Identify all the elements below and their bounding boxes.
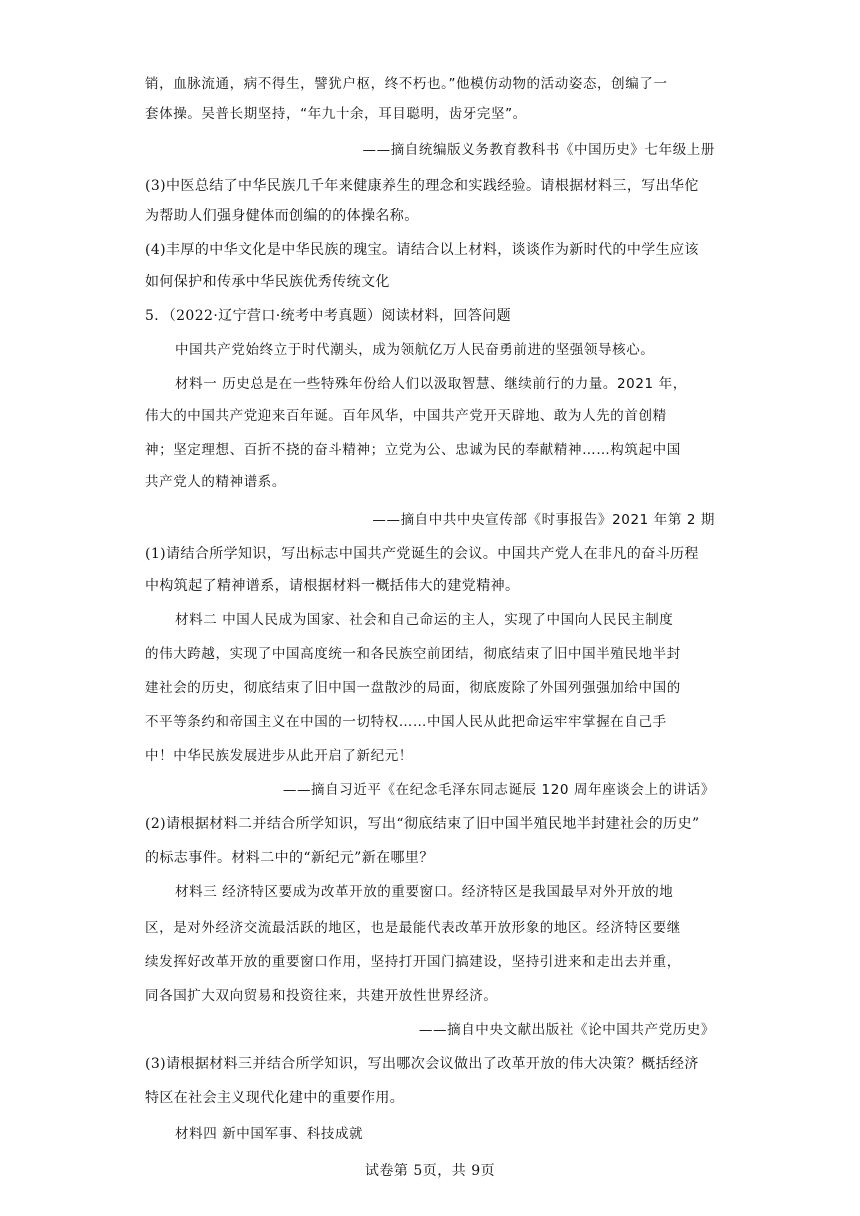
material-3-text: 同各国扩大双向贸易和投资往来，共建开放性世界经济。 <box>145 988 498 1004</box>
source-citation: ——摘自习近平《在纪念毛泽东同志诞辰 120 周年座谈会上的讲话》 <box>282 782 715 798</box>
material-3-text: 材料三 经济特区要成为改革开放的重要窗口。经济特区是我国最早对外开放的地 <box>175 884 674 900</box>
material-1-text: 材料一 历史总是在一些特殊年份给人们以汲取智慧、继续前行的力量。2021 年， <box>175 376 687 392</box>
material-text-line: 销，血脉流通，病不得生，譬犹户枢，终不朽也。”他模仿动物的活动姿态，创编了一 <box>145 76 668 92</box>
question-3-text: 特区在社会主义现代化建中的重要作用。 <box>145 1090 405 1106</box>
question-1-text: (1)请结合所学知识，写出标志中国共产党诞生的会议。中国共产党人在非凡的奋斗历程 <box>145 546 699 562</box>
question-1-text: 中构筑起了精神谱系，请根据材料一概括伟大的建党精神。 <box>145 578 520 594</box>
question-2-text: (2)请根据材料二并结合所学知识，写出“彻底结束了旧中国半殖民地半封建社会的历史” <box>145 816 700 832</box>
material-4-title: 材料四 新中国军事、科技成就 <box>175 1126 364 1142</box>
material-2-text: 材料二 中国人民成为国家、社会和自己命运的主人，实现了中国向人民民主制度 <box>175 612 674 628</box>
page-footer: 试卷第 5页，共 9页 <box>364 1163 496 1179</box>
question-3-text: 为帮助人们强身健体而创编的的体操名称。 <box>145 208 419 224</box>
question-3-text: (3)中医总结了中华民族几千年来健康养生的理念和实践经验。请根据材料三，写出华佗 <box>145 178 699 194</box>
source-citation: ——摘自中共中央宣传部《时事报告》2021 年第 2 期 <box>372 512 715 528</box>
material-1-text: 伟大的中国共产党迎来百年诞。百年风华，中国共产党开天辟地、敢为人先的首创精 <box>145 408 667 424</box>
material-2-text: 的伟大跨越，实现了中国高度统一和各民族空前团结，彻底结束了旧中国半殖民地半封 <box>145 646 681 662</box>
material-2-text: 中！中华民族发展进步从此开启了新纪元！ <box>145 748 413 764</box>
source-citation: ——摘自统编版义务教育教科书《中国历史》七年级上册 <box>362 142 715 158</box>
material-1-text: 神；坚定理想、百折不挠的奋斗精神；立党为公、忠诚为民的奉献精神……构筑起中国 <box>145 442 681 458</box>
material-3-text: 区，是对外经济交流最活跃的地区，也是最能代表改革开放形象的地区。经济特区要继 <box>145 920 681 936</box>
material-1-text: 共产党人的精神谱系。 <box>145 474 286 490</box>
material-3-text: 续发挥好改革开放的重要窗口作用，坚持打开国门搞建设，坚持引进来和走出去并重， <box>145 954 681 970</box>
material-2-text: 不平等条约和帝国主义在中国的一切特权……中国人民从此把命运牢牢掌握在自己手 <box>145 714 667 730</box>
question-4-text: (4)丰厚的中华文化是中华民族的瑰宝。请结合以上材料，谈谈作为新时代的中学生应该 <box>145 242 699 258</box>
question-3-text: (3)请根据材料三并结合所学知识，写出哪次会议做出了改革开放的伟大决策？概括经济 <box>145 1056 699 1072</box>
question-2-text: 的标志事件。材料二中的“新纪元”新在哪里？ <box>145 850 434 866</box>
source-citation: ——摘自中央文献出版社《论中国共产党历史》 <box>418 1022 715 1038</box>
material-2-text: 建社会的历史，彻底结束了旧中国一盘散沙的局面，彻底废除了外国列强强加给中国的 <box>145 680 681 696</box>
question-5-header: 5．（2022·辽宁营口·统考中考真题）阅读材料，回答问题 <box>145 308 512 324</box>
question-4-text: 如何保护和传承中华民族优秀传统文化 <box>145 274 390 290</box>
intro-text: 中国共产党始终立于时代潮头，成为领航亿万人民奋勇前进的坚强领导核心。 <box>175 342 655 358</box>
material-text-line: 套体操。吴普长期坚持，“年九十余，耳目聪明，齿牙完坚”。 <box>145 106 527 122</box>
